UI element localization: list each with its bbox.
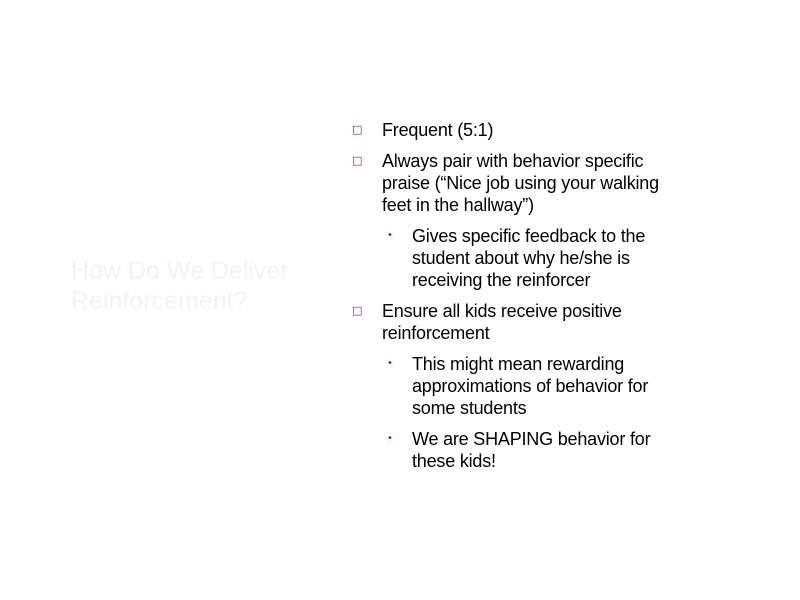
sub-bullet-item — [352, 428, 692, 472]
small-dot-icon: • — [387, 230, 393, 241]
hollow-square-icon: □ — [352, 154, 363, 167]
sub-bullet-item — [352, 353, 692, 419]
small-dot-icon: • — [387, 358, 393, 369]
hollow-square-icon: □ — [352, 304, 363, 317]
sub-bullet-text: Gives specific feedback to the student about why he/she is receiving the reinforcer — [412, 226, 646, 290]
slide-title: How Do We Deliver Reinforcement? — [71, 257, 289, 315]
sub-bullet-text: We are SHAPING behavior for these kids! — [412, 429, 651, 471]
bullet-item — [352, 119, 692, 141]
sub-bullet-text: This might mean rewarding approximations of behavior for some students — [412, 354, 649, 418]
bullet-list — [352, 119, 692, 481]
bullet-item — [352, 150, 692, 216]
bullet-text: Always pair with behavior specific praise (“Nice job using your walking feet in the hallway”) — [382, 151, 659, 215]
small-dot-icon: • — [387, 433, 393, 444]
bullet-text: Frequent (5:1) — [382, 120, 494, 140]
sub-bullet-item — [352, 225, 692, 291]
hollow-square-icon: □ — [352, 123, 363, 136]
bullet-text: Ensure all kids receive positive reinforcement — [382, 301, 622, 343]
bullet-item — [352, 300, 692, 344]
